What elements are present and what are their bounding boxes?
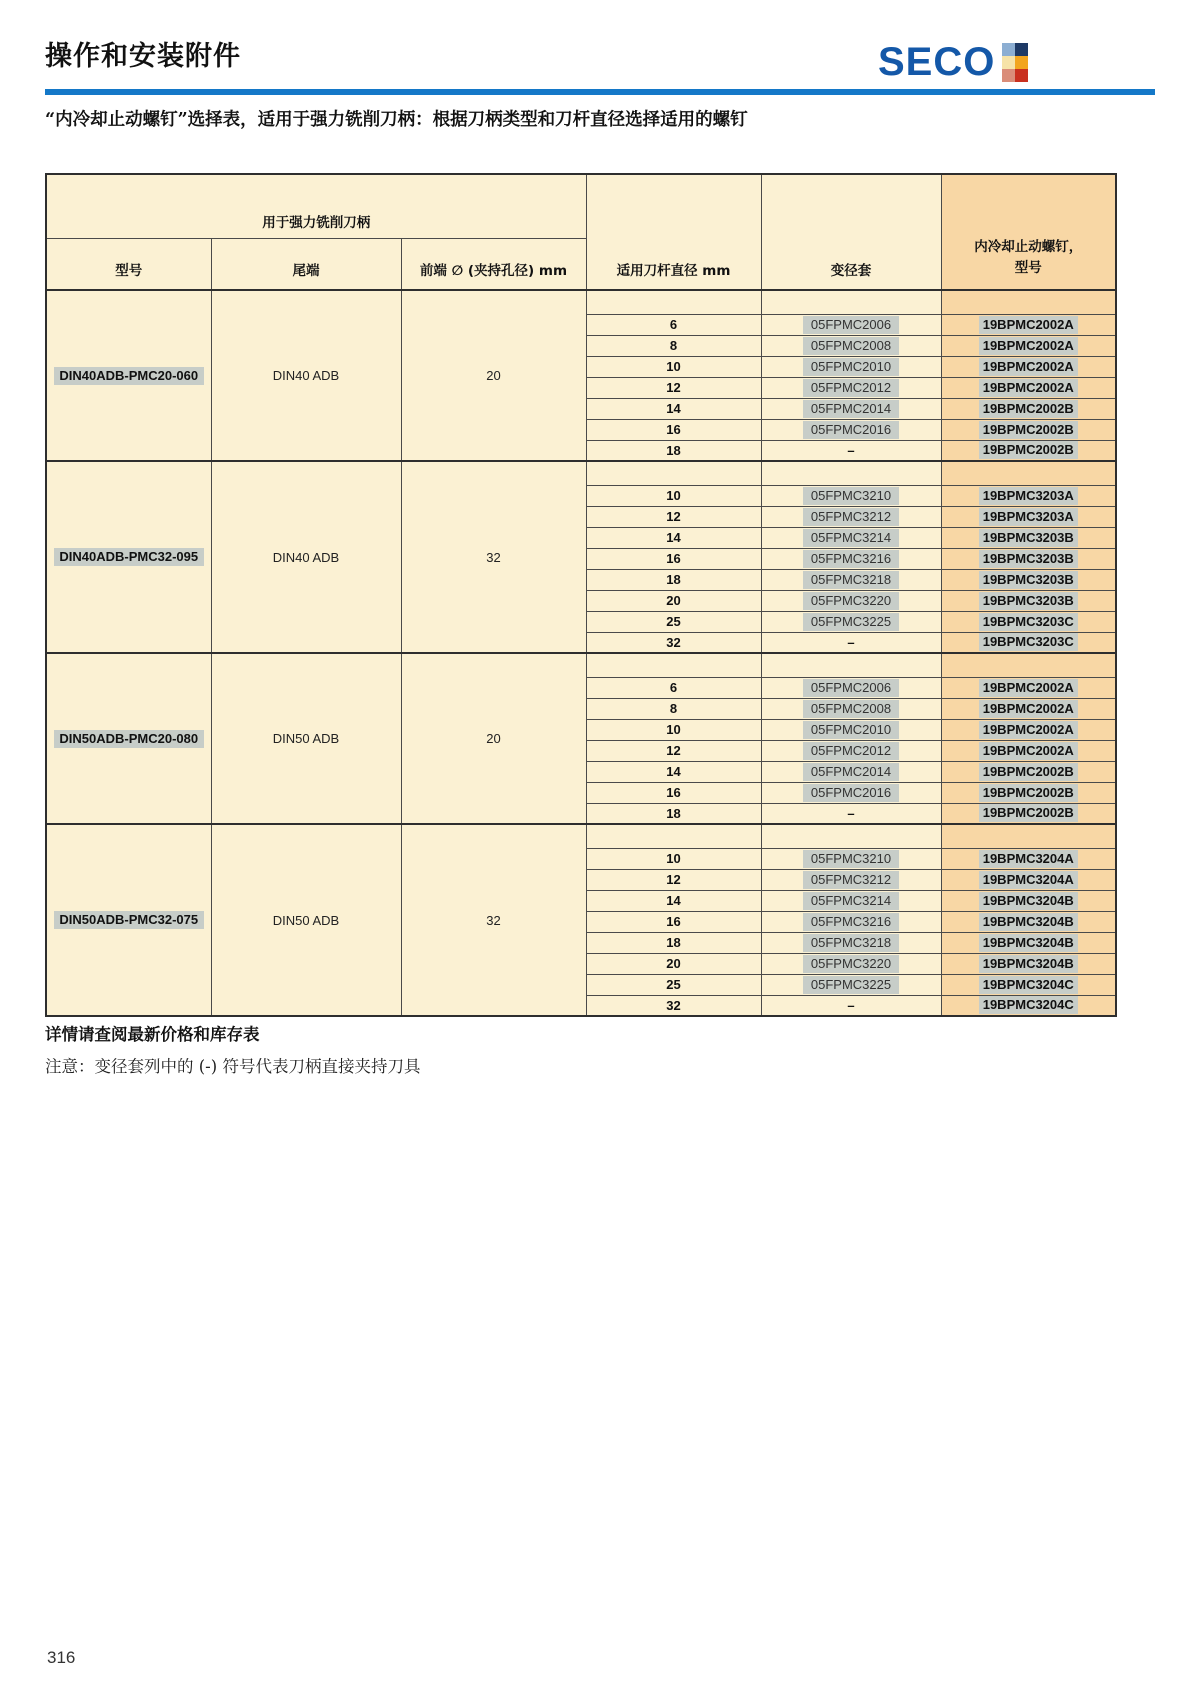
diameter-cell: 16 [586,548,761,569]
screw-value: 19BPMC2002A [979,721,1078,739]
screw-cell [941,677,1116,698]
screw-value: 19BPMC2002A [979,337,1078,355]
seco-logo [878,42,1028,82]
sleeve-cell [761,377,941,398]
screw-cell [941,440,1116,461]
screw-cell [941,782,1116,803]
front-dia-cell: 32 [401,824,586,1016]
diameter-cell: 18 [586,569,761,590]
diameter-cell: 32 [586,632,761,653]
screw-value: 19BPMC3204B [979,934,1078,952]
screw-value: 19BPMC3204A [979,850,1078,868]
group-spacer-row [46,824,1116,848]
col-header-screw-line1: 内冷却止动螺钉， [974,239,1083,256]
col-header-model: 型号 [46,238,211,290]
diameter-cell: 12 [586,869,761,890]
sleeve-cell [761,848,941,869]
sleeve-cell [761,419,941,440]
screw-cell [941,761,1116,782]
page-number: 316 [47,1648,76,1667]
spacer-cell [586,653,761,677]
screw-value: 19BPMC3203C [979,613,1078,631]
screw-cell [941,527,1116,548]
diameter-cell: 12 [586,377,761,398]
col-header-shank-diameter: 适用刀杆直径 mm [586,174,761,290]
diameter-cell: 8 [586,698,761,719]
screw-value: 19BPMC3204A [979,871,1078,889]
logo-square [1015,69,1028,82]
screw-cell [941,506,1116,527]
diameter-cell: 18 [586,932,761,953]
diameter-cell: 10 [586,719,761,740]
table-header [46,174,1116,290]
screw-cell [941,335,1116,356]
sleeve-cell [761,740,941,761]
sleeve-value: 05FPMC2006 [803,316,899,334]
model-value: DIN40ADB-PMC20-060 [54,367,204,385]
sleeve-value: 05FPMC3210 [803,487,899,505]
diameter-cell: 12 [586,506,761,527]
seco-logo-mark [1002,43,1028,82]
col-group-header: 用于强力铣削刀柄 [46,174,586,238]
col-header-tail: 尾端 [211,238,401,290]
screw-value: 19BPMC3204B [979,892,1078,910]
screw-value: 19BPMC2002B [979,400,1078,418]
screw-value: 19BPMC2002A [979,679,1078,697]
sleeve-value: 05FPMC3218 [803,571,899,589]
sleeve-cell [761,719,941,740]
page-title: 操作和安装附件 [45,41,241,72]
col-header-screw [941,174,1116,290]
screw-value: 19BPMC3204B [979,913,1078,931]
screw-cell [941,419,1116,440]
spacer-cell [761,653,941,677]
sleeve-cell: – [761,995,941,1016]
sleeve-value: 05FPMC2008 [803,337,899,355]
tail-cell: DIN50 ADB [211,653,401,824]
sleeve-cell [761,590,941,611]
model-cell [46,653,211,824]
screw-value: 19BPMC2002B [979,763,1078,781]
sleeve-value: 05FPMC2016 [803,784,899,802]
screw-cell [941,911,1116,932]
logo-square [1002,43,1015,56]
sleeve-value: 05FPMC3212 [803,871,899,889]
front-dia-cell: 20 [401,653,586,824]
spacer-cell [586,824,761,848]
screw-cell [941,848,1116,869]
sleeve-cell [761,677,941,698]
diameter-cell: 14 [586,890,761,911]
seco-logo-text: SECO [878,40,996,84]
screw-value: 19BPMC2002A [979,316,1078,334]
screw-value: 19BPMC2002B [979,441,1078,459]
diameter-cell: 32 [586,995,761,1016]
sleeve-value: 05FPMC3220 [803,592,899,610]
diameter-cell: 12 [586,740,761,761]
sleeve-cell [761,398,941,419]
sleeve-cell [761,911,941,932]
spacer-cell [761,290,941,314]
model-cell [46,824,211,1016]
diameter-cell: 25 [586,611,761,632]
diameter-cell: 18 [586,440,761,461]
logo-square [1002,56,1015,69]
header-divider [45,89,1155,95]
sleeve-cell [761,869,941,890]
sleeve-cell [761,611,941,632]
sleeve-cell [761,974,941,995]
screw-value: 19BPMC2002B [979,784,1078,802]
screw-value: 19BPMC3203B [979,592,1078,610]
sleeve-cell: – [761,440,941,461]
screw-cell [941,632,1116,653]
diameter-cell: 10 [586,848,761,869]
diameter-cell: 18 [586,803,761,824]
sleeve-cell [761,698,941,719]
screw-value: 19BPMC3203C [979,633,1078,651]
group-spacer-row [46,653,1116,677]
screw-value: 19BPMC2002A [979,358,1078,376]
screw-value: 19BPMC3203A [979,508,1078,526]
screw-cell [941,314,1116,335]
diameter-cell: 16 [586,419,761,440]
col-header-screw-line2: 型号 [1014,260,1042,277]
screw-cell [941,932,1116,953]
screw-value: 19BPMC2002A [979,742,1078,760]
model-value: DIN50ADB-PMC20-080 [54,730,204,748]
sleeve-value: 05FPMC3210 [803,850,899,868]
front-dia-cell: 20 [401,290,586,461]
screw-value: 19BPMC3203B [979,529,1078,547]
screw-value: 19BPMC2002B [979,804,1078,822]
spacer-cell [761,461,941,485]
col-header-sleeve: 变径套 [761,174,941,290]
diameter-cell: 8 [586,335,761,356]
sleeve-value: 05FPMC2010 [803,358,899,376]
screw-cell [941,485,1116,506]
sleeve-value: 05FPMC2010 [803,721,899,739]
sleeve-cell [761,485,941,506]
spacer-cell [941,653,1116,677]
sleeve-cell [761,548,941,569]
tail-cell: DIN50 ADB [211,824,401,1016]
sleeve-cell [761,335,941,356]
diameter-cell: 16 [586,911,761,932]
note-price: 详情请查阅最新价格和库存表 [45,1025,260,1044]
screw-cell [941,803,1116,824]
sleeve-value: 05FPMC3225 [803,976,899,994]
screw-value: 19BPMC3204C [979,976,1078,994]
screw-cell [941,548,1116,569]
tail-cell: DIN40 ADB [211,290,401,461]
model-cell [46,461,211,653]
screw-cell [941,356,1116,377]
diameter-cell: 20 [586,590,761,611]
diameter-cell: 6 [586,677,761,698]
logo-square [1015,43,1028,56]
sleeve-cell [761,761,941,782]
screw-cell [941,377,1116,398]
sleeve-value: 05FPMC2016 [803,421,899,439]
sleeve-cell: – [761,803,941,824]
selection-table [45,173,1117,1017]
screw-cell [941,569,1116,590]
screw-cell [941,698,1116,719]
spacer-cell [761,824,941,848]
spacer-cell [941,290,1116,314]
diameter-cell: 10 [586,485,761,506]
screw-cell [941,719,1116,740]
sleeve-value: 05FPMC3216 [803,550,899,568]
col-header-front-diameter: 前端 ∅ (夹持孔径) mm [401,238,586,290]
sleeve-cell [761,506,941,527]
sleeve-value: 05FPMC3216 [803,913,899,931]
screw-value: 19BPMC3203A [979,487,1078,505]
tail-cell: DIN40 ADB [211,461,401,653]
diameter-cell: 20 [586,953,761,974]
screw-cell [941,869,1116,890]
sleeve-value: 05FPMC3225 [803,613,899,631]
diameter-cell: 14 [586,527,761,548]
group-spacer-row [46,290,1116,314]
table-caption: “内冷却止动螺钉”选择表，适用于强力铣削刀柄：根据刀柄类型和刀杆直径选择适用的螺钉 [45,110,748,130]
screw-cell [941,611,1116,632]
spacer-cell [941,824,1116,848]
sleeve-value: 05FPMC2012 [803,379,899,397]
spacer-cell [941,461,1116,485]
screw-value: 19BPMC2002B [979,421,1078,439]
sleeve-value: 05FPMC2008 [803,700,899,718]
spacer-cell [586,290,761,314]
screw-value: 19BPMC3203B [979,571,1078,589]
sleeve-value: 05FPMC2014 [803,763,899,781]
sleeve-cell [761,527,941,548]
sleeve-cell [761,356,941,377]
model-value: DIN50ADB-PMC32-075 [54,911,204,929]
screw-cell [941,974,1116,995]
sleeve-cell [761,932,941,953]
sleeve-value: 05FPMC2014 [803,400,899,418]
logo-square [1015,56,1028,69]
screw-value: 19BPMC3204B [979,955,1078,973]
screw-value: 19BPMC2002A [979,700,1078,718]
sleeve-value: 05FPMC2006 [803,679,899,697]
sleeve-cell [761,314,941,335]
sleeve-value: 05FPMC3218 [803,934,899,952]
screw-cell [941,590,1116,611]
sleeve-value: 05FPMC3212 [803,508,899,526]
screw-value: 19BPMC3204C [979,996,1078,1014]
group-spacer-row [46,461,1116,485]
sleeve-value: 05FPMC3214 [803,529,899,547]
sleeve-cell [761,569,941,590]
diameter-cell: 6 [586,314,761,335]
table-body [46,290,1116,1016]
sleeve-value: 05FPMC3214 [803,892,899,910]
model-value: DIN40ADB-PMC32-095 [54,548,204,566]
screw-cell [941,398,1116,419]
screw-cell [941,740,1116,761]
diameter-cell: 14 [586,761,761,782]
diameter-cell: 25 [586,974,761,995]
screw-cell [941,995,1116,1016]
front-dia-cell: 32 [401,461,586,653]
screw-value: 19BPMC3203B [979,550,1078,568]
sleeve-value: 05FPMC2012 [803,742,899,760]
diameter-cell: 10 [586,356,761,377]
screw-cell [941,890,1116,911]
logo-square [1002,69,1015,82]
sleeve-cell [761,782,941,803]
model-cell [46,290,211,461]
diameter-cell: 14 [586,398,761,419]
screw-value: 19BPMC2002A [979,379,1078,397]
diameter-cell: 16 [586,782,761,803]
sleeve-cell [761,953,941,974]
sleeve-cell: – [761,632,941,653]
sleeve-cell [761,890,941,911]
screw-cell [941,953,1116,974]
note-dash: 注意：变径套列中的 (-) 符号代表刀柄直接夹持刀具 [45,1057,421,1076]
sleeve-value: 05FPMC3220 [803,955,899,973]
spacer-cell [586,461,761,485]
